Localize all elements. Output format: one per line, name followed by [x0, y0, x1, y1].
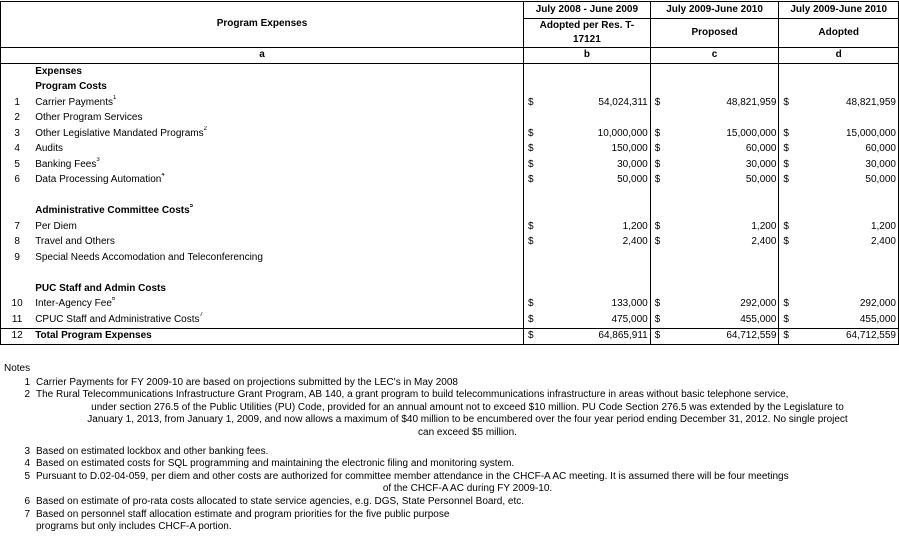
row-label: Total Program Expenses	[35, 330, 152, 342]
row-number: 5	[1, 157, 34, 173]
note-5: 5 Pursuant to D.02-04-059, per diem and other costs are authorized for committee member attendance in the CHCF-A AC meeting. It is assumed there will be four meetings	[24, 470, 789, 482]
amount-b: 133,000	[611, 298, 648, 310]
row-number: 10	[1, 297, 34, 313]
expense-row	[1, 235, 899, 251]
column-letter-row	[1, 47, 899, 64]
row-label: Inter-Agency Fee	[35, 298, 112, 310]
puc-staff-heading: PUC Staff and Admin Costs	[35, 282, 166, 294]
row-number: 7	[1, 219, 34, 235]
currency-symbol: $	[650, 157, 668, 173]
amount-d: 60,000	[797, 142, 898, 158]
currency-symbol: $	[650, 235, 668, 251]
row-footnote: 7	[199, 312, 203, 318]
period-d: July 2009-June 2010	[779, 2, 899, 19]
row-label: Carrier Payments	[35, 96, 113, 108]
row-footnote: 3	[96, 157, 100, 163]
currency-symbol: $	[524, 235, 542, 251]
note-7-cont: programs but only includes CHCF-A portion.	[36, 521, 232, 533]
col-d: d	[779, 47, 899, 64]
currency-symbol: $	[779, 157, 797, 173]
amount-b: 64,865,911	[542, 328, 650, 345]
currency-symbol: $	[524, 219, 542, 235]
amount-d: 1,200	[797, 219, 898, 235]
row-number: 1	[1, 95, 34, 111]
currency-symbol: $	[779, 126, 797, 142]
note-1: 1 Carrier Payments for FY 2009-10 are based on projections submitted by the LEC's in May 2008	[24, 376, 458, 388]
note-7: 7 Based on personnel staff allocation estimate and program priorities for the five public purpose	[24, 508, 450, 520]
currency-symbol: $	[650, 142, 668, 158]
amount-c: 1,200	[751, 220, 777, 232]
amount-b: 30,000	[617, 158, 648, 170]
row-footnote: 1	[113, 95, 117, 101]
amount-d: 15,000,000	[797, 126, 898, 142]
row-number: 4	[1, 142, 34, 158]
admin-committee-heading: Administrative Committee Costs	[35, 205, 190, 217]
amount-d: 455,000	[797, 312, 898, 328]
note-2: 2 The Rural Telecommunications Infrastructure Grant Program, AB 140, a grant program to build telecommunications infrastructure in areas without basic telephone service,	[24, 389, 789, 401]
currency-symbol: $	[779, 235, 797, 251]
amount-c: 30,000	[745, 158, 777, 170]
row-number: 9	[1, 250, 34, 266]
note-6: 6 Based on estimate of pro-rata costs allocated to state service agencies, e.g. DGS, State Personnel Board, etc.	[24, 495, 525, 507]
amount-c: 48,821,959	[726, 96, 777, 108]
row-label: Data Processing Automation	[35, 174, 162, 186]
currency-symbol: $	[650, 126, 668, 142]
amount-d: 50,000	[797, 173, 898, 189]
currency-symbol: $	[524, 157, 542, 173]
currency-symbol: $	[650, 95, 668, 111]
sub-c: Proposed	[650, 18, 779, 47]
expenses-heading: Expenses	[35, 65, 82, 77]
currency-symbol: $	[779, 328, 797, 345]
amount-b: 54,024,311	[598, 96, 648, 108]
amount-c: 64,712,559	[669, 328, 779, 345]
currency-symbol: $	[524, 126, 542, 142]
expense-row	[1, 250, 899, 266]
row-label: Audits	[35, 143, 63, 155]
amount-b: 150,000	[611, 143, 648, 155]
header-row-periods	[1, 2, 899, 19]
expense-row	[1, 219, 899, 235]
amount-b: 50,000	[617, 174, 648, 186]
amount-c: 292,000	[740, 298, 777, 310]
currency-symbol: $	[650, 219, 668, 235]
period-c: July 2009-June 2010	[650, 2, 779, 19]
row-number: 2	[1, 111, 34, 127]
col-b: b	[524, 47, 651, 64]
row-footnote: 4	[161, 172, 165, 179]
note-3: 3 Based on estimated lockbox and other banking fees.	[24, 445, 269, 457]
currency-symbol: $	[650, 312, 668, 328]
currency-symbol: $	[650, 328, 668, 345]
currency-symbol: $	[524, 95, 542, 111]
program-costs-heading: Program Costs	[35, 81, 107, 93]
currency-symbol: $	[524, 312, 542, 328]
amount-c: 60,000	[745, 143, 777, 155]
amount-d: 64,712,559	[797, 328, 898, 345]
amount-c: 455,000	[740, 313, 777, 325]
currency-symbol: $	[650, 173, 668, 189]
expense-row	[1, 142, 899, 158]
section-program-costs	[1, 80, 899, 96]
blank-row	[1, 188, 899, 204]
amount-d: 30,000	[797, 157, 898, 173]
program-expenses-heading: Program Expenses	[216, 18, 308, 30]
program-expenses-table	[0, 1, 899, 345]
row-footnote: 6	[111, 296, 116, 303]
row-label: Travel and Others	[35, 236, 115, 248]
currency-symbol: $	[524, 173, 542, 189]
currency-symbol: $	[779, 297, 797, 313]
admin-committee-footnote: 5	[189, 203, 194, 210]
currency-symbol: $	[524, 297, 542, 313]
currency-symbol: $	[779, 142, 797, 158]
row-number: 11	[1, 312, 34, 328]
row-label: CPUC Staff and Administrative Costs	[35, 313, 200, 325]
amount-d: 2,400	[797, 235, 898, 251]
expense-row	[1, 95, 899, 111]
notes-section	[4, 363, 899, 534]
section-expenses	[1, 64, 899, 80]
total-row	[1, 328, 899, 345]
row-label: Other Program Services	[35, 112, 143, 124]
row-label: Per Diem	[35, 220, 77, 232]
amount-c: 50,000	[745, 174, 777, 186]
amount-c: 15,000,000	[726, 127, 777, 139]
section-puc-staff	[1, 281, 899, 297]
row-label: Other Legislative Mandated Programs	[35, 127, 204, 139]
currency-symbol: $	[524, 142, 542, 158]
currency-symbol: $	[650, 297, 668, 313]
currency-symbol: $	[779, 219, 797, 235]
expense-row	[1, 312, 899, 328]
amount-b: 2,400	[622, 236, 648, 248]
amount-d: 292,000	[797, 297, 898, 313]
note-2-cont: under section 276.5 of the Public Utilities (PU) Code, provided for an annual amount not to exceed $10 million. PU Code Section 276.5 was extended by the Legislature to	[91, 401, 844, 413]
blank-row	[1, 266, 899, 282]
currency-symbol: $	[779, 173, 797, 189]
amount-c: 2,400	[751, 236, 777, 248]
row-number: 6	[1, 173, 34, 189]
expense-row	[1, 157, 899, 173]
section-admin-committee	[1, 204, 899, 220]
note-2-cont: January 1, 2013, from January 1, 2009, and now allows a maximum of $40 million to be encumbered over the four year period ending December 31, 2012. No single project	[87, 414, 848, 426]
note-4: 4 Based on estimated costs for SQL programming and maintaining the electronic filing and monitoring system.	[24, 458, 515, 470]
sub-d: Adopted	[779, 18, 899, 47]
note-5-cont: of the CHCF-A AC during FY 2009-10.	[382, 483, 553, 495]
row-label: Special Needs Accomodation and Teleconferencing	[35, 251, 263, 263]
note-2-cont: can exceed $5 million.	[418, 426, 517, 438]
col-a: a	[1, 47, 524, 64]
row-number: 8	[1, 235, 34, 251]
row-label: Banking Fees	[35, 158, 97, 170]
currency-symbol: $	[779, 95, 797, 111]
expense-row	[1, 297, 899, 313]
expense-row	[1, 126, 899, 142]
col-c: c	[650, 47, 779, 64]
row-number: 3	[1, 126, 34, 142]
row-footnote: 2	[203, 126, 207, 132]
period-b: July 2008 - June 2009	[524, 2, 651, 19]
sub-b: Adopted per Res. T-17121	[524, 18, 651, 47]
currency-symbol: $	[524, 328, 542, 345]
row-number: 12	[1, 328, 34, 345]
amount-b: 10,000,000	[597, 127, 648, 139]
amount-b: 475,000	[611, 313, 648, 325]
amount-b: 1,200	[622, 220, 648, 232]
notes-title: Notes	[4, 363, 31, 374]
amount-d: 48,821,959	[797, 95, 898, 111]
expense-row	[1, 173, 899, 189]
currency-symbol: $	[779, 312, 797, 328]
expense-row	[1, 111, 899, 127]
